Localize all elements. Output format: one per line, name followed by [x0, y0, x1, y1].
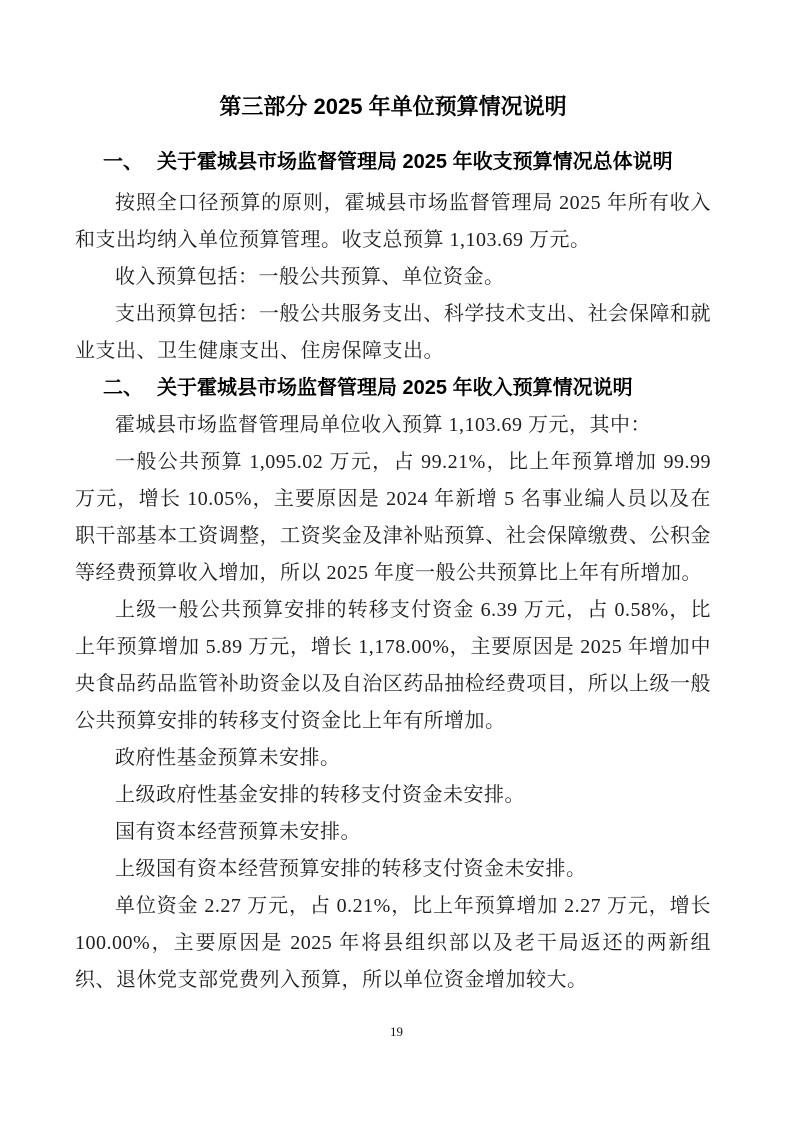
- section-1-numeral: 一、: [103, 151, 143, 173]
- paragraph-income-total: 霍城县市场监督管理局单位收入预算 1,103.69 万元，其中：: [115, 414, 651, 436]
- paragraph-government-fund: 政府性基金预算未安排。: [115, 747, 341, 769]
- paragraph-expenditure-includes: 支出预算包括：一般公共服务支出、科学技术支出、社会保障和就业支出、卫生健康支出、住房保障支出。: [75, 303, 711, 362]
- paragraph-general-public-budget: 一般公共预算 1,095.02 万元，占 99.21%，比上年预算增加 99.99 万元，增长 10.05%，主要原因是 2024 年新增 5 名事业编人员以及在职干部基本工资调整，工资奖金及津补贴预算、社会保障缴费、公积金等经费预算收入增加，所以 2025 年度一般公共预算比上年有所增加。: [75, 451, 711, 584]
- section-1-heading-text: 关于霍城县市场监督管理局 2025 年收支预算情况总体说明: [157, 151, 673, 173]
- section-2-numeral: 二、: [103, 377, 143, 399]
- paragraph-government-fund-transfer: 上级政府性基金安排的转移支付资金未安排。: [115, 784, 525, 806]
- section-2-heading: [75, 370, 711, 407]
- paragraph-state-capital: 国有资本经营预算未安排。: [115, 821, 361, 843]
- paragraph-unit-funds: 单位资金 2.27 万元，占 0.21%，比上年预算增加 2.27 万元，增长 100.00%，主要原因是 2025 年将县组织部以及老干局返还的两新组织、退休党支部党费列入预算，所以单位资金增加较大。: [75, 895, 711, 991]
- section-2-heading-text: 关于霍城县市场监督管理局 2025 年收入预算情况说明: [157, 377, 633, 399]
- paragraph-state-capital-transfer: 上级国有资本经营预算安排的转移支付资金未安排。: [115, 858, 587, 880]
- page-title: 第三部分 2025 年单位预算情况说明: [219, 94, 567, 119]
- paragraph-overall-budget: 按照全口径预算的原则，霍城县市场监督管理局 2025 年所有收入和支出均纳入单位预算管理。收支总预算 1,103.69 万元。: [75, 192, 711, 251]
- document-content: [75, 0, 711, 999]
- paragraph-transfer-payment: 上级一般公共预算安排的转移支付资金 6.39 万元，占 0.58%，比上年预算增加 5.89 万元，增长 1,178.00%，主要原因是 2025 年增加中央食品药品监管补助资金以及自治区药品抽检经费项目，所以上级一般公共预算安排的转移支付资金比上年有所增加。: [75, 599, 711, 732]
- section-1-heading: [75, 144, 711, 181]
- paragraph-income-includes: 收入预算包括：一般公共预算、单位资金。: [115, 266, 505, 288]
- page-number: 19: [390, 1024, 403, 1039]
